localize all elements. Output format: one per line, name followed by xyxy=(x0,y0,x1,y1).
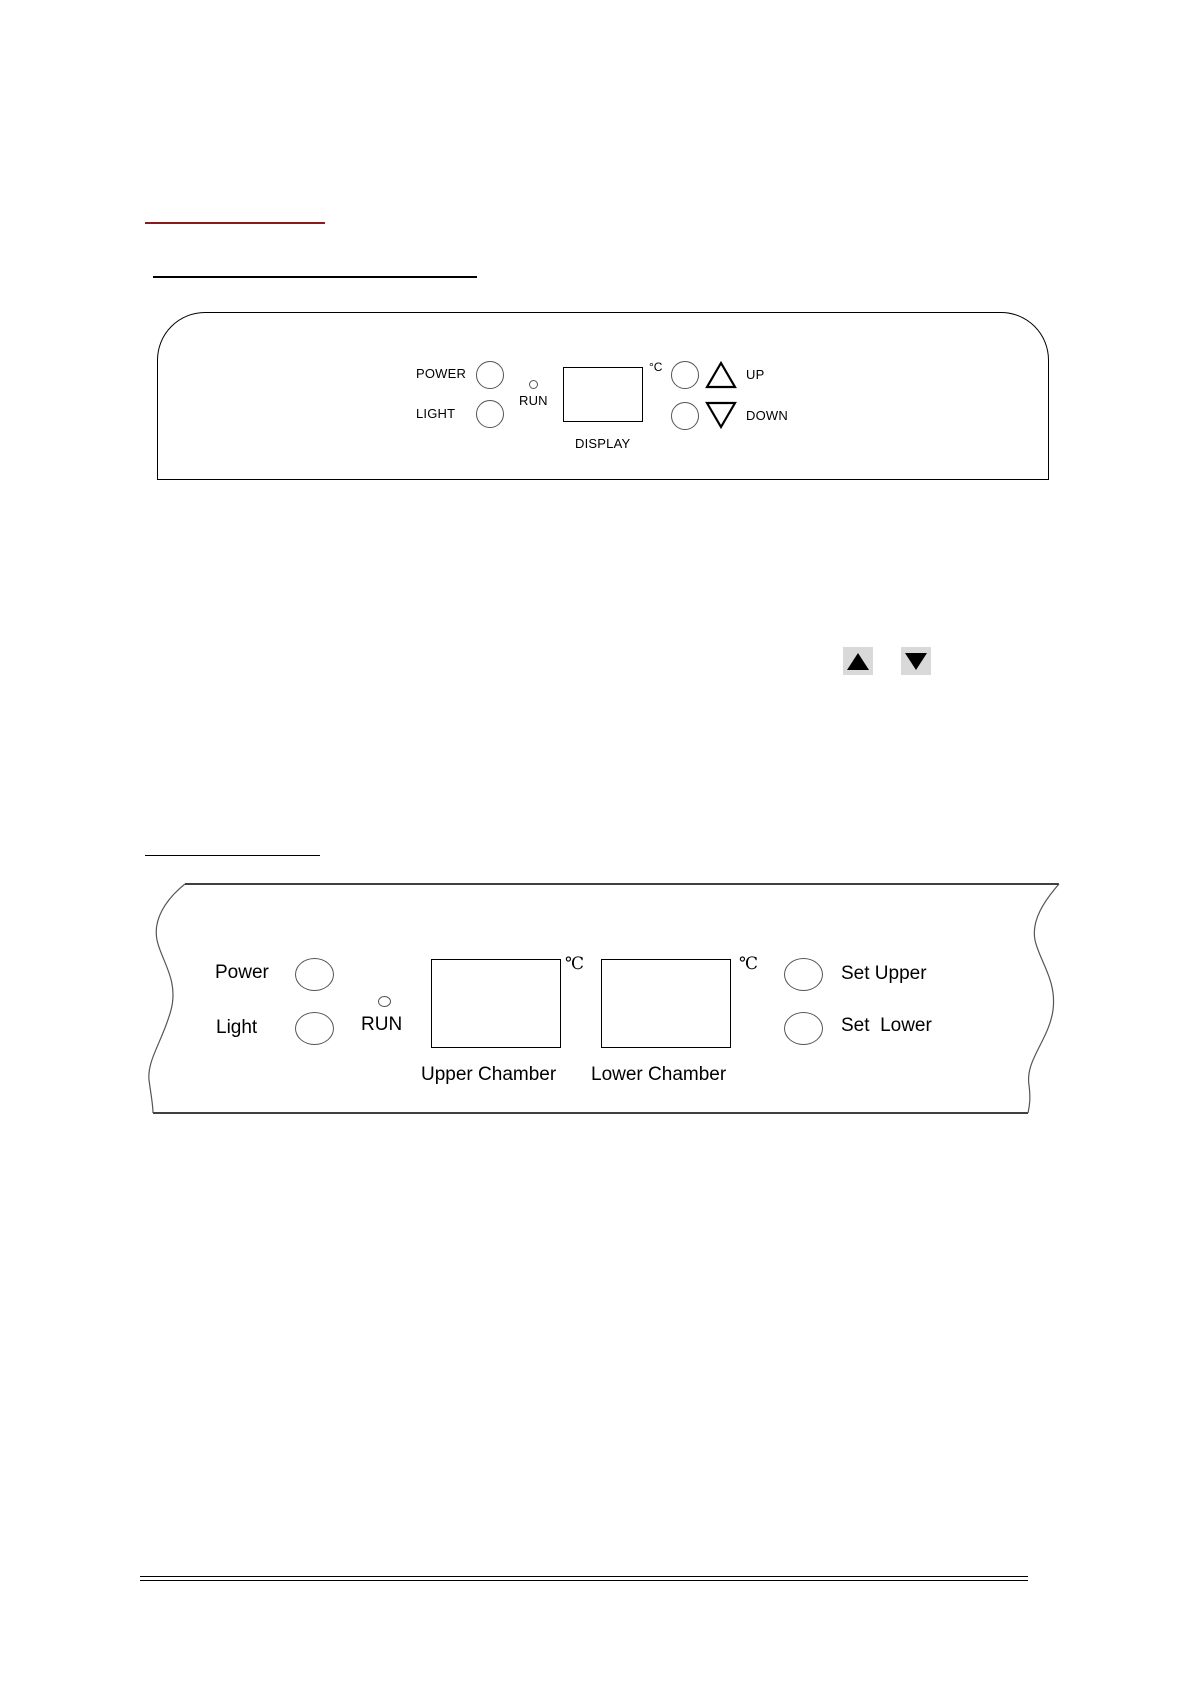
power-label-2: Power xyxy=(215,962,269,983)
set-lower-button[interactable] xyxy=(784,1012,823,1045)
upper-celsius-unit: ℃ xyxy=(565,954,585,974)
subsection-heading-underline xyxy=(153,276,477,278)
up-label: UP xyxy=(746,367,765,382)
down-arrow-icon xyxy=(705,400,737,430)
lower-celsius-unit: ℃ xyxy=(739,954,759,974)
set-lower-label: Set Lower xyxy=(841,1015,932,1036)
section-heading-underline-2 xyxy=(145,855,320,856)
lower-chamber-caption: Lower Chamber xyxy=(591,1064,727,1085)
up-arrow-icon xyxy=(705,360,737,390)
power-button[interactable] xyxy=(476,361,504,389)
lower-chamber-display xyxy=(601,959,731,1048)
set-upper-label: Set Upper xyxy=(841,963,927,984)
down-button[interactable] xyxy=(671,402,699,430)
set-upper-button[interactable] xyxy=(784,958,823,991)
light-button-2[interactable] xyxy=(295,1012,334,1045)
light-label: LIGHT xyxy=(416,406,456,421)
run-label-2: RUN xyxy=(361,1014,403,1035)
footer-rule xyxy=(140,1576,1028,1581)
up-triangle-icon xyxy=(843,647,873,675)
run-indicator-led xyxy=(529,380,538,389)
celsius-unit: °C xyxy=(649,360,663,374)
down-triangle-icon xyxy=(901,647,931,675)
down-label: DOWN xyxy=(746,408,788,423)
section-heading-underline xyxy=(145,222,325,224)
upper-chamber-caption: Upper Chamber xyxy=(421,1064,557,1085)
power-label: POWER xyxy=(416,366,467,381)
run-label: RUN xyxy=(519,393,548,408)
temperature-display xyxy=(563,367,643,422)
display-label: DISPLAY xyxy=(575,436,631,451)
up-button[interactable] xyxy=(671,361,699,389)
light-label-2: Light xyxy=(216,1017,258,1038)
run-indicator-led-2 xyxy=(378,996,391,1007)
power-button-2[interactable] xyxy=(295,958,334,991)
upper-chamber-display xyxy=(431,959,561,1048)
light-button[interactable] xyxy=(476,400,504,428)
